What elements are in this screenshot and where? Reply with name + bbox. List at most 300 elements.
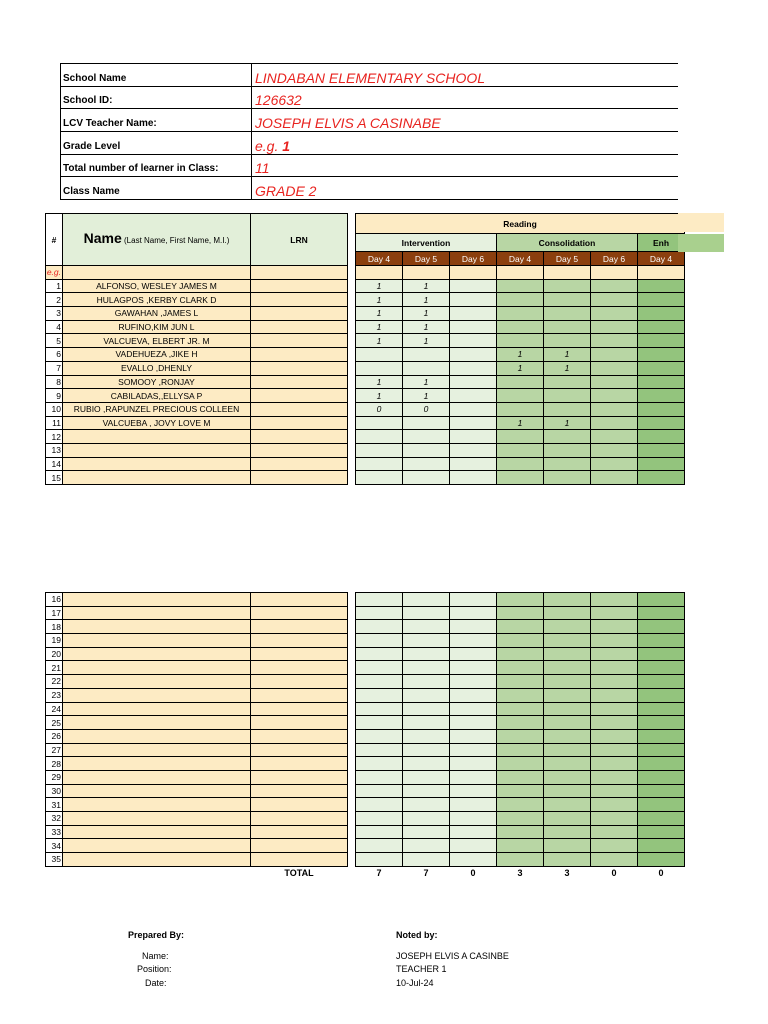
- day-mark-cell[interactable]: [591, 853, 638, 867]
- day-mark-cell[interactable]: [356, 634, 403, 648]
- lrn-cell[interactable]: [251, 702, 348, 716]
- day-mark-cell[interactable]: [591, 716, 638, 730]
- day-mark-cell[interactable]: [497, 743, 544, 757]
- day-mark-cell[interactable]: [450, 334, 497, 348]
- day-mark-cell[interactable]: [544, 279, 591, 293]
- day-mark-cell[interactable]: [450, 812, 497, 826]
- day-mark-cell[interactable]: [638, 389, 685, 403]
- day-mark-cell[interactable]: [638, 606, 685, 620]
- day-mark-cell[interactable]: 1: [497, 348, 544, 362]
- learner-name-cell[interactable]: [63, 675, 251, 689]
- day-mark-cell[interactable]: [497, 757, 544, 771]
- day-mark-cell[interactable]: [497, 430, 544, 444]
- lrn-cell[interactable]: [251, 661, 348, 675]
- day-mark-cell[interactable]: [591, 620, 638, 634]
- day-mark-cell[interactable]: [450, 702, 497, 716]
- lrn-cell[interactable]: [251, 416, 348, 430]
- day-mark-cell[interactable]: [591, 334, 638, 348]
- day-mark-cell[interactable]: [403, 784, 450, 798]
- day-mark-cell[interactable]: [497, 457, 544, 471]
- learner-name-cell[interactable]: [63, 812, 251, 826]
- day-mark-cell[interactable]: [497, 853, 544, 867]
- lrn-cell[interactable]: [251, 743, 348, 757]
- day-mark-cell[interactable]: [544, 812, 591, 826]
- day-mark-cell[interactable]: [450, 375, 497, 389]
- learner-name-cell[interactable]: [63, 743, 251, 757]
- day-mark-cell[interactable]: [450, 743, 497, 757]
- day-mark-cell[interactable]: [497, 620, 544, 634]
- day-mark-cell[interactable]: [497, 661, 544, 675]
- day-mark-cell[interactable]: [544, 402, 591, 416]
- day-mark-cell[interactable]: [356, 702, 403, 716]
- day-mark-cell[interactable]: [591, 307, 638, 321]
- learner-name-cell[interactable]: RUFINO,KIM JUN L: [63, 320, 251, 334]
- day-mark-cell[interactable]: [497, 375, 544, 389]
- day-mark-cell[interactable]: 1: [356, 307, 403, 321]
- day-mark-cell[interactable]: 1: [544, 416, 591, 430]
- day-mark-cell[interactable]: [638, 716, 685, 730]
- day-mark-cell[interactable]: [638, 375, 685, 389]
- lrn-cell[interactable]: [251, 279, 348, 293]
- day-mark-cell[interactable]: [591, 647, 638, 661]
- day-mark-cell[interactable]: [638, 812, 685, 826]
- day-mark-cell[interactable]: [497, 812, 544, 826]
- day-mark-cell[interactable]: [638, 593, 685, 607]
- day-mark-cell[interactable]: [403, 702, 450, 716]
- day-mark-cell[interactable]: [450, 757, 497, 771]
- day-mark-cell[interactable]: [497, 443, 544, 457]
- day-mark-cell[interactable]: [403, 620, 450, 634]
- day-mark-cell[interactable]: [638, 416, 685, 430]
- day-mark-cell[interactable]: [497, 702, 544, 716]
- day-mark-cell[interactable]: 1: [403, 375, 450, 389]
- learner-name-cell[interactable]: [63, 634, 251, 648]
- day-mark-cell[interactable]: [450, 457, 497, 471]
- day-mark-cell[interactable]: 1: [356, 293, 403, 307]
- day-mark-cell[interactable]: [544, 770, 591, 784]
- day-mark-cell[interactable]: [403, 471, 450, 485]
- day-mark-cell[interactable]: [497, 798, 544, 812]
- day-mark-cell[interactable]: [450, 402, 497, 416]
- learner-name-cell[interactable]: [63, 729, 251, 743]
- day-mark-cell[interactable]: 0: [356, 402, 403, 416]
- day-mark-cell[interactable]: [591, 279, 638, 293]
- day-mark-cell[interactable]: [403, 675, 450, 689]
- day-mark-cell[interactable]: [497, 770, 544, 784]
- day-mark-cell[interactable]: [356, 853, 403, 867]
- day-mark-cell[interactable]: [544, 702, 591, 716]
- day-mark-cell[interactable]: [403, 743, 450, 757]
- day-mark-cell[interactable]: [403, 798, 450, 812]
- day-mark-cell[interactable]: [544, 334, 591, 348]
- day-mark-cell[interactable]: 1: [403, 279, 450, 293]
- day-mark-cell[interactable]: [497, 688, 544, 702]
- day-mark-cell[interactable]: [497, 606, 544, 620]
- day-mark-cell[interactable]: [450, 675, 497, 689]
- day-mark-cell[interactable]: [450, 634, 497, 648]
- day-mark-cell[interactable]: [638, 784, 685, 798]
- learner-name-cell[interactable]: [63, 688, 251, 702]
- day-mark-cell[interactable]: [450, 784, 497, 798]
- day-mark-cell[interactable]: [638, 675, 685, 689]
- lrn-cell[interactable]: [251, 784, 348, 798]
- day-mark-cell[interactable]: [591, 634, 638, 648]
- day-mark-cell[interactable]: [544, 375, 591, 389]
- day-mark-cell[interactable]: [497, 784, 544, 798]
- day-mark-cell[interactable]: [544, 606, 591, 620]
- day-mark-cell[interactable]: [450, 853, 497, 867]
- learner-name-cell[interactable]: [63, 770, 251, 784]
- lrn-cell[interactable]: [251, 320, 348, 334]
- lrn-cell[interactable]: [251, 839, 348, 853]
- day-mark-cell[interactable]: [497, 471, 544, 485]
- learner-name-cell[interactable]: GAWAHAN ,JAMES L: [63, 307, 251, 321]
- day-mark-cell[interactable]: [450, 798, 497, 812]
- day-mark-cell[interactable]: [450, 647, 497, 661]
- day-mark-cell[interactable]: [544, 688, 591, 702]
- day-mark-cell[interactable]: 1: [356, 389, 403, 403]
- day-mark-cell[interactable]: [591, 375, 638, 389]
- day-mark-cell[interactable]: [497, 634, 544, 648]
- learner-name-cell[interactable]: CABILADAS,,ELLYSA P: [63, 389, 251, 403]
- lrn-cell[interactable]: [251, 606, 348, 620]
- day-mark-cell[interactable]: [544, 471, 591, 485]
- day-mark-cell[interactable]: [591, 729, 638, 743]
- day-mark-cell[interactable]: [544, 853, 591, 867]
- day-mark-cell[interactable]: [356, 471, 403, 485]
- day-mark-cell[interactable]: [591, 675, 638, 689]
- day-mark-cell[interactable]: [638, 702, 685, 716]
- learner-name-cell[interactable]: RUBIO ,RAPUNZEL PRECIOUS COLLEEN: [63, 402, 251, 416]
- day-mark-cell[interactable]: [591, 784, 638, 798]
- day-mark-cell[interactable]: [638, 757, 685, 771]
- day-mark-cell[interactable]: [497, 307, 544, 321]
- day-mark-cell[interactable]: [450, 593, 497, 607]
- day-mark-cell[interactable]: 1: [497, 361, 544, 375]
- day-mark-cell[interactable]: [356, 647, 403, 661]
- day-mark-cell[interactable]: [638, 443, 685, 457]
- day-mark-cell[interactable]: [356, 593, 403, 607]
- day-mark-cell[interactable]: [544, 634, 591, 648]
- day-mark-cell[interactable]: [356, 839, 403, 853]
- day-mark-cell[interactable]: [403, 812, 450, 826]
- day-mark-cell[interactable]: [591, 430, 638, 444]
- learner-name-cell[interactable]: HULAGPOS ,KERBY CLARK D: [63, 293, 251, 307]
- lrn-cell[interactable]: [251, 770, 348, 784]
- day-mark-cell[interactable]: [638, 293, 685, 307]
- day-mark-cell[interactable]: [450, 320, 497, 334]
- day-mark-cell[interactable]: [544, 389, 591, 403]
- day-mark-cell[interactable]: [403, 716, 450, 730]
- day-mark-cell[interactable]: [591, 457, 638, 471]
- day-mark-cell[interactable]: [544, 320, 591, 334]
- learner-name-cell[interactable]: [63, 825, 251, 839]
- day-mark-cell[interactable]: [450, 729, 497, 743]
- day-mark-cell[interactable]: [497, 266, 544, 280]
- day-mark-cell[interactable]: 1: [403, 293, 450, 307]
- day-mark-cell[interactable]: [591, 757, 638, 771]
- day-mark-cell[interactable]: [591, 471, 638, 485]
- day-mark-cell[interactable]: [638, 348, 685, 362]
- lrn-cell[interactable]: [251, 375, 348, 389]
- learner-name-cell[interactable]: [63, 647, 251, 661]
- day-mark-cell[interactable]: [356, 812, 403, 826]
- day-mark-cell[interactable]: [591, 293, 638, 307]
- learner-name-cell[interactable]: [63, 839, 251, 853]
- lrn-cell[interactable]: [251, 729, 348, 743]
- learner-name-cell[interactable]: [63, 620, 251, 634]
- day-mark-cell[interactable]: [544, 743, 591, 757]
- day-mark-cell[interactable]: [591, 348, 638, 362]
- day-mark-cell[interactable]: [638, 279, 685, 293]
- learner-name-cell[interactable]: [63, 784, 251, 798]
- lrn-cell[interactable]: [251, 430, 348, 444]
- day-mark-cell[interactable]: [403, 634, 450, 648]
- day-mark-cell[interactable]: [591, 839, 638, 853]
- day-mark-cell[interactable]: [544, 784, 591, 798]
- lrn-cell[interactable]: [251, 266, 348, 280]
- day-mark-cell[interactable]: [638, 825, 685, 839]
- day-mark-cell[interactable]: [450, 620, 497, 634]
- day-mark-cell[interactable]: [450, 293, 497, 307]
- day-mark-cell[interactable]: [591, 266, 638, 280]
- day-mark-cell[interactable]: [403, 770, 450, 784]
- day-mark-cell[interactable]: [638, 634, 685, 648]
- day-mark-cell[interactable]: [638, 853, 685, 867]
- day-mark-cell[interactable]: [591, 743, 638, 757]
- lrn-cell[interactable]: [251, 675, 348, 689]
- day-mark-cell[interactable]: [356, 620, 403, 634]
- day-mark-cell[interactable]: [497, 279, 544, 293]
- day-mark-cell[interactable]: [497, 389, 544, 403]
- day-mark-cell[interactable]: 1: [403, 334, 450, 348]
- day-mark-cell[interactable]: [356, 770, 403, 784]
- lrn-cell[interactable]: [251, 853, 348, 867]
- day-mark-cell[interactable]: [450, 606, 497, 620]
- day-mark-cell[interactable]: [356, 348, 403, 362]
- day-mark-cell[interactable]: [356, 757, 403, 771]
- day-mark-cell[interactable]: [356, 661, 403, 675]
- learner-name-cell[interactable]: [63, 853, 251, 867]
- day-mark-cell[interactable]: [450, 279, 497, 293]
- day-mark-cell[interactable]: 1: [403, 307, 450, 321]
- day-mark-cell[interactable]: [356, 743, 403, 757]
- lrn-cell[interactable]: [251, 688, 348, 702]
- day-mark-cell[interactable]: [497, 647, 544, 661]
- lrn-cell[interactable]: [251, 634, 348, 648]
- day-mark-cell[interactable]: [403, 729, 450, 743]
- day-mark-cell[interactable]: [497, 839, 544, 853]
- day-mark-cell[interactable]: [403, 361, 450, 375]
- lrn-cell[interactable]: [251, 457, 348, 471]
- day-mark-cell[interactable]: [591, 593, 638, 607]
- learner-name-cell[interactable]: ALFONSO, WESLEY JAMES M: [63, 279, 251, 293]
- day-mark-cell[interactable]: [497, 716, 544, 730]
- day-mark-cell[interactable]: [591, 416, 638, 430]
- day-mark-cell[interactable]: [403, 266, 450, 280]
- day-mark-cell[interactable]: [450, 688, 497, 702]
- lrn-cell[interactable]: [251, 293, 348, 307]
- day-mark-cell[interactable]: [544, 647, 591, 661]
- learner-name-cell[interactable]: [63, 716, 251, 730]
- learner-name-cell[interactable]: [63, 757, 251, 771]
- day-mark-cell[interactable]: [544, 266, 591, 280]
- day-mark-cell[interactable]: [450, 471, 497, 485]
- lrn-cell[interactable]: [251, 307, 348, 321]
- day-mark-cell[interactable]: 1: [356, 375, 403, 389]
- day-mark-cell[interactable]: [497, 334, 544, 348]
- day-mark-cell[interactable]: [403, 348, 450, 362]
- day-mark-cell[interactable]: [638, 457, 685, 471]
- day-mark-cell[interactable]: [356, 457, 403, 471]
- lrn-cell[interactable]: [251, 348, 348, 362]
- day-mark-cell[interactable]: [356, 430, 403, 444]
- day-mark-cell[interactable]: [403, 593, 450, 607]
- day-mark-cell[interactable]: [544, 443, 591, 457]
- day-mark-cell[interactable]: [450, 430, 497, 444]
- day-mark-cell[interactable]: [450, 389, 497, 403]
- day-mark-cell[interactable]: [638, 770, 685, 784]
- learner-name-cell[interactable]: SOMOOY ,RONJAY: [63, 375, 251, 389]
- day-mark-cell[interactable]: [450, 825, 497, 839]
- learner-name-cell[interactable]: [63, 457, 251, 471]
- day-mark-cell[interactable]: [403, 661, 450, 675]
- day-mark-cell[interactable]: [638, 661, 685, 675]
- day-mark-cell[interactable]: [638, 729, 685, 743]
- day-mark-cell[interactable]: [356, 825, 403, 839]
- day-mark-cell[interactable]: [638, 266, 685, 280]
- day-mark-cell[interactable]: [403, 443, 450, 457]
- day-mark-cell[interactable]: [544, 839, 591, 853]
- day-mark-cell[interactable]: 1: [403, 389, 450, 403]
- day-mark-cell[interactable]: [591, 661, 638, 675]
- day-mark-cell[interactable]: [591, 688, 638, 702]
- day-mark-cell[interactable]: [450, 307, 497, 321]
- day-mark-cell[interactable]: [638, 688, 685, 702]
- day-mark-cell[interactable]: [638, 402, 685, 416]
- day-mark-cell[interactable]: [450, 266, 497, 280]
- lrn-cell[interactable]: [251, 389, 348, 403]
- day-mark-cell[interactable]: 1: [403, 320, 450, 334]
- learner-name-cell[interactable]: [63, 661, 251, 675]
- day-mark-cell[interactable]: [591, 443, 638, 457]
- day-mark-cell[interactable]: [591, 389, 638, 403]
- lrn-cell[interactable]: [251, 647, 348, 661]
- day-mark-cell[interactable]: [591, 798, 638, 812]
- day-mark-cell[interactable]: 1: [356, 279, 403, 293]
- day-mark-cell[interactable]: 0: [403, 402, 450, 416]
- day-mark-cell[interactable]: [544, 757, 591, 771]
- day-mark-cell[interactable]: [638, 620, 685, 634]
- day-mark-cell[interactable]: [450, 716, 497, 730]
- day-mark-cell[interactable]: [403, 757, 450, 771]
- lrn-cell[interactable]: [251, 471, 348, 485]
- day-mark-cell[interactable]: [403, 825, 450, 839]
- day-mark-cell[interactable]: [497, 593, 544, 607]
- day-mark-cell[interactable]: [403, 853, 450, 867]
- day-mark-cell[interactable]: [356, 688, 403, 702]
- day-mark-cell[interactable]: [356, 361, 403, 375]
- learner-name-cell[interactable]: [63, 266, 251, 280]
- day-mark-cell[interactable]: [544, 825, 591, 839]
- day-mark-cell[interactable]: [544, 729, 591, 743]
- day-mark-cell[interactable]: [356, 729, 403, 743]
- learner-name-cell[interactable]: VALCUEBA , JOVY LOVE M: [63, 416, 251, 430]
- day-mark-cell[interactable]: [638, 798, 685, 812]
- day-mark-cell[interactable]: [544, 307, 591, 321]
- day-mark-cell[interactable]: 1: [544, 348, 591, 362]
- lrn-cell[interactable]: [251, 593, 348, 607]
- day-mark-cell[interactable]: [591, 320, 638, 334]
- day-mark-cell[interactable]: [591, 812, 638, 826]
- day-mark-cell[interactable]: [638, 839, 685, 853]
- day-mark-cell[interactable]: 1: [544, 361, 591, 375]
- day-mark-cell[interactable]: [544, 457, 591, 471]
- day-mark-cell[interactable]: [356, 784, 403, 798]
- day-mark-cell[interactable]: [356, 675, 403, 689]
- day-mark-cell[interactable]: [544, 430, 591, 444]
- day-mark-cell[interactable]: [403, 647, 450, 661]
- learner-name-cell[interactable]: EVALLO ,DHENLY: [63, 361, 251, 375]
- lrn-cell[interactable]: [251, 443, 348, 457]
- day-mark-cell[interactable]: [403, 839, 450, 853]
- day-mark-cell[interactable]: [356, 266, 403, 280]
- day-mark-cell[interactable]: [356, 606, 403, 620]
- day-mark-cell[interactable]: [497, 320, 544, 334]
- day-mark-cell[interactable]: [497, 729, 544, 743]
- lrn-cell[interactable]: [251, 825, 348, 839]
- day-mark-cell[interactable]: 1: [356, 334, 403, 348]
- day-mark-cell[interactable]: [638, 743, 685, 757]
- day-mark-cell[interactable]: [591, 702, 638, 716]
- day-mark-cell[interactable]: 1: [356, 320, 403, 334]
- learner-name-cell[interactable]: [63, 471, 251, 485]
- learner-name-cell[interactable]: [63, 798, 251, 812]
- day-mark-cell[interactable]: [403, 606, 450, 620]
- day-mark-cell[interactable]: [403, 457, 450, 471]
- learner-name-cell[interactable]: [63, 430, 251, 444]
- day-mark-cell[interactable]: [403, 430, 450, 444]
- learner-name-cell[interactable]: [63, 702, 251, 716]
- day-mark-cell[interactable]: [638, 361, 685, 375]
- day-mark-cell[interactable]: [591, 402, 638, 416]
- day-mark-cell[interactable]: [591, 770, 638, 784]
- learner-name-cell[interactable]: VADEHUEZA ,JIKE H: [63, 348, 251, 362]
- learner-name-cell[interactable]: [63, 606, 251, 620]
- day-mark-cell[interactable]: [356, 716, 403, 730]
- learner-name-cell[interactable]: [63, 443, 251, 457]
- day-mark-cell[interactable]: [544, 620, 591, 634]
- lrn-cell[interactable]: [251, 402, 348, 416]
- day-mark-cell[interactable]: [450, 443, 497, 457]
- day-mark-cell[interactable]: [356, 798, 403, 812]
- day-mark-cell[interactable]: [497, 825, 544, 839]
- day-mark-cell[interactable]: [403, 688, 450, 702]
- day-mark-cell[interactable]: [450, 839, 497, 853]
- day-mark-cell[interactable]: [638, 307, 685, 321]
- day-mark-cell[interactable]: [591, 361, 638, 375]
- day-mark-cell[interactable]: [544, 716, 591, 730]
- day-mark-cell[interactable]: [450, 661, 497, 675]
- day-mark-cell[interactable]: 1: [497, 416, 544, 430]
- day-mark-cell[interactable]: [544, 593, 591, 607]
- day-mark-cell[interactable]: [591, 825, 638, 839]
- day-mark-cell[interactable]: [638, 647, 685, 661]
- lrn-cell[interactable]: [251, 361, 348, 375]
- lrn-cell[interactable]: [251, 757, 348, 771]
- day-mark-cell[interactable]: [638, 320, 685, 334]
- day-mark-cell[interactable]: [450, 770, 497, 784]
